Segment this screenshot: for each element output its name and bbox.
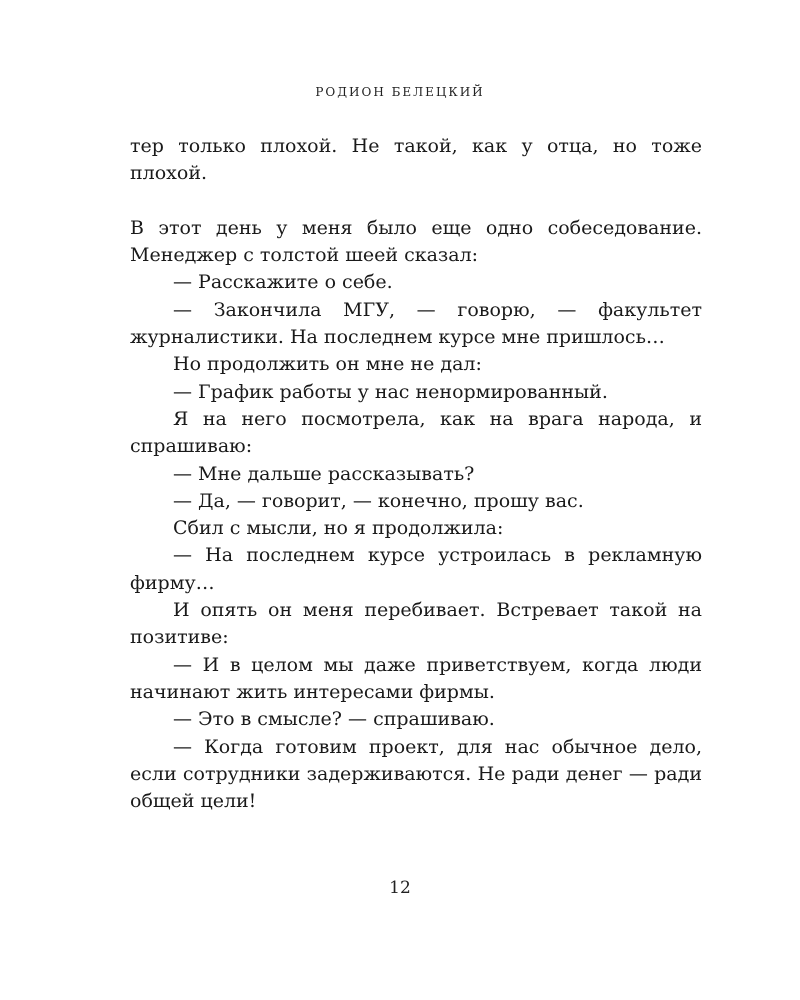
page-number: 12 (389, 878, 411, 898)
dialogue-line: — Да, — говорит, — конечно, прошу вас. (173, 489, 584, 512)
dialogue-line: — Закончила МГУ, — говорю, — факультет журналистики. На последнем курсе мне пришлось… (130, 298, 702, 349)
section-break (130, 188, 702, 215)
dialogue-line: — Когда готовим проект, для нас обычное дело, если сотрудники задерживаются. Не ради денег — ради общей цели! (130, 735, 702, 813)
paragraph: В этот день у меня было еще одно собеседование. Менеджер с толстой шеей сказал: (130, 216, 702, 267)
dialogue-line: — На последнем курсе устроилась в рекламную фирму… (130, 544, 702, 594)
dialogue-line: — Это в смысле? — спрашиваю. (173, 708, 495, 731)
dialogue-line: — Мне дальше рассказывать? (173, 462, 475, 485)
dialogue-line: — График работы у нас ненормированный. (173, 380, 608, 403)
dialogue-line: — Расскажите о себе. (173, 271, 393, 294)
paragraph: Сбил с мысли, но я продолжила: (173, 517, 504, 540)
paragraph-continuation: тер только плохой. Не такой, как у отца, но тоже плохой. (130, 135, 702, 185)
paragraph: Я на него посмотрела, как на врага народа, и спрашиваю: (130, 407, 702, 458)
page-body (130, 133, 702, 815)
dialogue-line: — И в целом мы даже приветствуем, когда люди начинают жить интересами фирмы. (130, 653, 702, 703)
paragraph: Но продолжить он мне не дал: (173, 353, 482, 376)
running-head-author: РОДИОН БЕЛЕЦКИЙ (315, 85, 485, 99)
paragraph: И опять он меня перебивает. Встревает такой на позитиве: (130, 599, 702, 649)
